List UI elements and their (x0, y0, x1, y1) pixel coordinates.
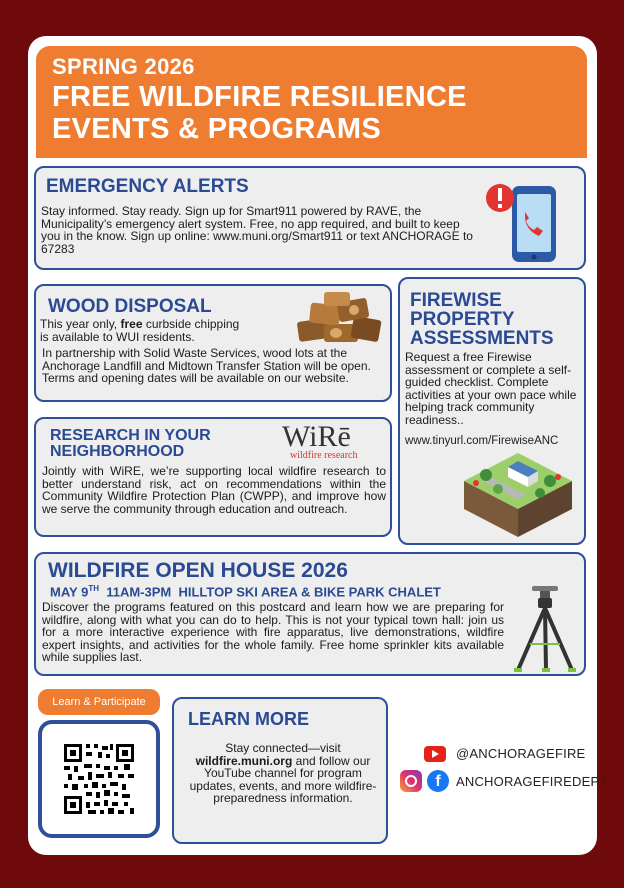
qr-code-frame[interactable] (38, 720, 160, 838)
open-house-section (34, 552, 586, 676)
emergency-alerts-title: EMERGENCY ALERTS (46, 176, 249, 197)
firewise-title-line-1: FIREWISE (410, 290, 502, 311)
sprinkler-icon (510, 584, 580, 674)
instagram-facebook-handle[interactable]: ANCHORAGEFIREDEPT (456, 774, 608, 789)
facebook-icon[interactable]: f (427, 770, 449, 792)
research-title-line-2: NEIGHBORHOOD (50, 443, 185, 460)
open-house-date (50, 584, 441, 599)
emergency-alerts-section (34, 166, 586, 270)
wood-disposal-section (34, 284, 392, 402)
wire-logo-subtitle: wildfire research (290, 450, 358, 461)
firewise-section (398, 277, 586, 545)
wood-p1-pre: This year only, (40, 317, 121, 331)
qr-code-icon (42, 724, 156, 834)
wood-disposal-body-2: In partnership with Solid Waste Services, wood lots at the Anchorage Landfill and Midtown Transfer Station will be open. Terms and opening dates will be available on our website. (42, 346, 371, 385)
youtube-handle[interactable]: @ANCHORAGEFIRE (456, 746, 586, 761)
firewise-title-line-3: ASSESSMENTS (410, 328, 554, 349)
wood-p1-post: curbside chipping is available to WUI residents. (40, 317, 240, 344)
wire-logo (282, 422, 382, 462)
learn-more-title: LEARN MORE (188, 709, 309, 729)
wood-disposal-body-1 (40, 318, 248, 343)
wood-p1-bold: free (120, 317, 143, 331)
learn-more-section (172, 697, 388, 844)
wood-pile-icon (294, 290, 384, 346)
learn-more-body (188, 742, 378, 805)
learn-more-pre: Stay connected—visit (225, 741, 341, 755)
research-body: Jointly with WiRE, we’re supporting local wildfire research to better understand risk, act on recommendations within the Community Wildfire Protection Plan (CWPP), and improve how we serve the community through education and outreach. (42, 464, 386, 516)
emergency-alerts-body: Stay informed. Stay ready. Sign up for Smart911 powered by RAVE, the Municipality’s emergency alert system. Free, no app required, and built to keep you in the know. Sign up online: www.muni.org/Smart911 or text ANCHORAGE to 67283 (41, 204, 473, 256)
learn-more-post: and follow our YouTube channel for program updates, events, and more wildfire-preparedness information. (189, 753, 377, 805)
research-section (34, 417, 392, 537)
instagram-icon[interactable] (400, 770, 422, 792)
phone-alert-icon (482, 176, 572, 264)
date-month: MAY 9 (50, 584, 89, 600)
wire-logo-text: WiRē (282, 420, 351, 453)
research-title-line-1: RESEARCH IN YOUR (50, 427, 211, 444)
learn-more-link[interactable]: wildfire.muni.org (195, 753, 293, 768)
learn-participate-tab: Learn & Participate (38, 689, 160, 715)
date-details: 11AM-3PM HILLTOP SKI AREA & BIKE PARK CHALET (98, 584, 441, 600)
main-title-line-2: EVENTS & PROGRAMS (52, 113, 381, 145)
open-house-body: Discover the programs featured on this postcard and learn how we are preparing for wildfire, along with what you can do to help. This is not your typical town hall: join us for a more interactive experience with fire apparatus, live demonstrations, wildfire expert insights, and activities for the whole family. Free home sprinkler kits available while supplies last. (42, 600, 504, 664)
youtube-icon[interactable] (424, 746, 446, 762)
main-title-line-1: FREE WILDFIRE RESILIENCE (52, 81, 467, 113)
wood-disposal-title: WOOD DISPOSAL (48, 296, 212, 317)
firewise-body: Request a free Firewise assessment or complete a self-guided checklist. Complete activities at your own pace while helping track community readiness.. (405, 350, 577, 427)
date-suffix: TH (88, 584, 99, 593)
season-label: SPRING 2026 (52, 54, 195, 79)
firewise-title-line-2: PROPERTY (410, 309, 515, 330)
firewise-link[interactable]: www.tinyurl.com/FirewiseANC (405, 435, 559, 447)
header-banner (36, 46, 587, 158)
property-illustration (462, 449, 574, 541)
open-house-title: WILDFIRE OPEN HOUSE 2026 (48, 559, 348, 582)
